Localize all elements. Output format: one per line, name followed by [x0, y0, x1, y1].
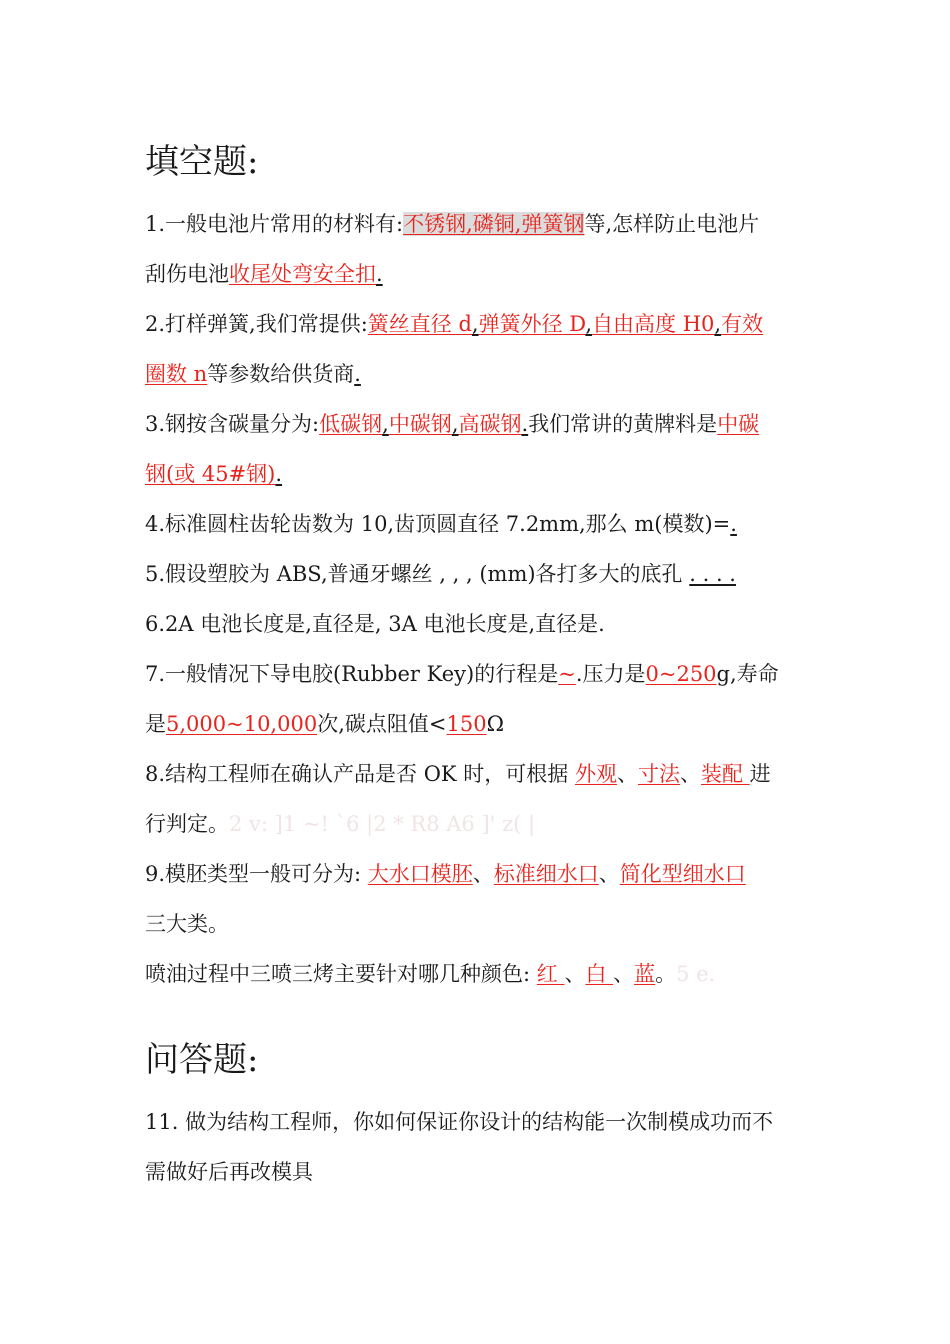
question-text: 刮伤电池: [145, 262, 229, 286]
separator: ,: [471, 312, 479, 336]
question-4: [145, 509, 737, 539]
answer-text: 中碳钢: [388, 412, 452, 436]
question-11-line-2: [145, 1157, 313, 1187]
question-6: [145, 609, 605, 639]
separator: 、: [616, 762, 638, 786]
answer-text: 收尾处弯安全扣: [229, 262, 376, 286]
question-2-line-1: [145, 309, 763, 339]
separator: 、: [679, 762, 701, 786]
separator: 、: [472, 862, 494, 886]
question-10: [145, 959, 715, 989]
section-title-qa: 问答题:: [145, 1040, 259, 1080]
question-text: 8.结构工程师在确认产品是否 OK 时，可根据: [145, 762, 575, 786]
question-text: 7.一般情况下导电胶(Rubber Key)的行程是: [145, 662, 559, 686]
question-text: 进: [749, 762, 771, 786]
separator: .: [521, 412, 529, 436]
question-1-line-2: [145, 259, 383, 289]
answer-text: 不锈钢,磷铜,弹簧钢: [403, 212, 585, 236]
separator: ,: [714, 312, 722, 336]
question-9-line-1: [145, 859, 746, 889]
question-text: 3.钢按含碳量分为:: [145, 412, 320, 436]
question-text: 4.标准圆柱齿轮齿数为 10,齿顶圆直径 7.2mm,那么 m(模数)=: [145, 512, 731, 536]
answer-text: 外观: [574, 762, 617, 786]
separator: 、: [598, 862, 620, 886]
answer-text: 150: [446, 712, 487, 736]
answer-text: 自由高度 H0: [592, 312, 715, 336]
question-text: 2.打样弹簧,我们常提供:: [145, 312, 368, 336]
answer-text: 红: [536, 962, 565, 986]
watermark-text: 2 v: ]1 ~! `6 |2 * R8 A6 ]' z( |: [229, 812, 536, 836]
answer-text: 0~250: [645, 662, 717, 686]
answer-text: 简化型细水口: [619, 862, 746, 886]
answer-text: ~: [558, 662, 576, 686]
separator: ,: [382, 412, 389, 436]
answer-text: 中碳: [717, 412, 760, 436]
question-text: 是: [145, 712, 166, 736]
answer-text: 簧丝直径 d: [367, 312, 472, 336]
answer-text: 白: [585, 962, 614, 986]
answer-text: 寸法: [637, 762, 680, 786]
question-text: 需做好后再改模具: [145, 1160, 313, 1184]
answer-text: 装配: [700, 762, 750, 786]
question-1-line-1: [145, 209, 759, 239]
question-text: 11. 做为结构工程师，你如何保证你设计的结构能一次制模成功而不: [145, 1110, 774, 1134]
question-text: 三大类。: [145, 912, 229, 936]
question-text: Ω: [486, 712, 504, 736]
watermark-text: 5 e.: [676, 962, 716, 986]
question-text: .: [275, 462, 283, 486]
question-7-line-2: [145, 709, 504, 739]
question-text: .压力是: [575, 662, 646, 686]
question-text: g,寿命: [716, 662, 779, 686]
answer-blank: .: [730, 512, 737, 536]
answer-text: 弹簧外径 D: [478, 312, 586, 336]
answer-text: 蓝: [634, 962, 656, 986]
question-text: 1.一般电池片常用的材料有:: [145, 212, 404, 236]
question-text: 我们常讲的黄牌料是: [528, 412, 718, 436]
answer-text: 钢(或 45#钢): [145, 462, 276, 486]
question-text: 5.假设塑胶为 ABS,普通牙螺丝 , , , (mm)各打多大的底孔: [145, 562, 690, 586]
question-text: .: [354, 362, 361, 386]
answer-text: 高碳钢: [458, 412, 522, 436]
separator: ,: [585, 312, 593, 336]
question-2-line-2: [145, 359, 361, 389]
question-text: 6.2A 电池长度是,直径是, 3A 电池长度是,直径是.: [145, 612, 605, 636]
question-8-line-1: [145, 759, 771, 789]
question-7-line-1: [145, 659, 779, 689]
answer-text: 大水口模胚: [367, 862, 473, 886]
question-text: 行判定。: [145, 812, 229, 836]
question-text: 次,碳点阻值<: [317, 712, 447, 736]
question-text: 9.模胚类型一般可分为:: [145, 862, 368, 886]
answer-blank: . . . .: [689, 562, 736, 586]
question-text: 喷油过程中三喷三烤主要针对哪几种颜色:: [145, 962, 537, 986]
answer-text: 有效: [721, 312, 764, 336]
question-text: 。: [655, 962, 677, 986]
separator: 、: [564, 962, 586, 986]
answer-text: 圈数 n: [145, 362, 208, 386]
answer-text: 5,000~10,000: [166, 712, 318, 736]
question-text: 等,怎样防止电池片: [584, 212, 760, 236]
separator: 、: [613, 962, 635, 986]
separator: ,: [451, 412, 459, 436]
question-11-line-1: [145, 1107, 773, 1137]
question-text: .: [376, 262, 383, 286]
question-text: 等参数给供货商: [207, 362, 355, 386]
answer-text: 低碳钢: [319, 412, 383, 436]
answer-text: 标准细水口: [493, 862, 599, 886]
question-9-line-2: [145, 909, 229, 939]
question-3-line-1: [145, 409, 759, 439]
question-5: [145, 559, 736, 589]
section-title-fill-blank: 填空题:: [145, 142, 259, 182]
question-8-line-2: [145, 809, 535, 839]
question-3-line-2: [145, 459, 282, 489]
